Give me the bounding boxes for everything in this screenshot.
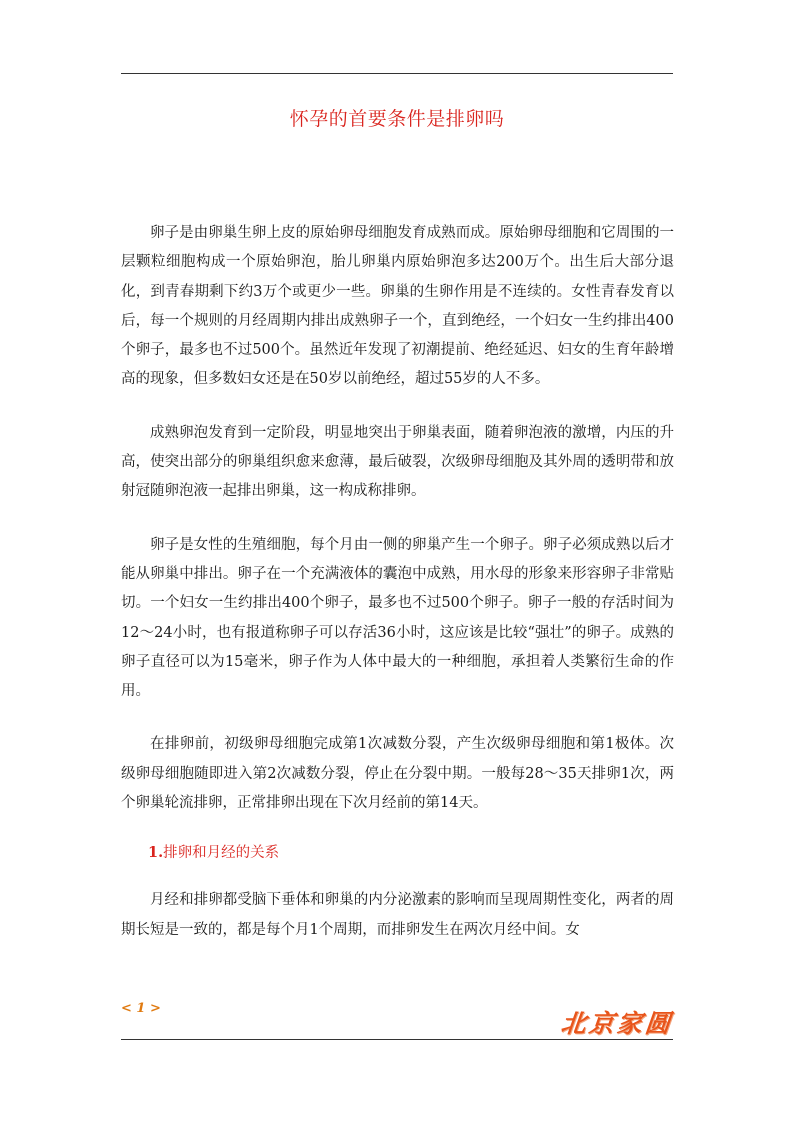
document-body bbox=[121, 219, 674, 944]
paragraph-5: 月经和排卵都受脑下垂体和卵巢的内分泌激素的影响而呈现周期性变化，两者的周期长短是一致的，都是每个月1个周期，而排卵发生在两次月经中间。女 bbox=[121, 892, 674, 938]
page-number: < 1 > bbox=[121, 1001, 161, 1016]
document-title: 怀孕的首要条件是排卵吗 bbox=[289, 108, 505, 130]
publisher-logo: 北京家圆 bbox=[559, 1009, 675, 1038]
paragraph-1: 卵子是由卵巢生卵上皮的原始卵母细胞发育成熟而成。原始卵母细胞和它周围的一层颗粒细胞构成一个原始卵泡，胎儿卵巢内原始卵泡多达200万个。出生后大部分退化，到青春期剩下约3万个或更少一些。卵巢的生卵作用是不连续的。女性青春发育以后，每一个规则的月经周期内排出成熟卵子一个，直到绝经，一个妇女一生约排出400个卵子，最多也不过500个。虽然近年发现了初潮提前、绝经延迟、妇女的生育年龄增高的现象，但多数妇女还是在50岁以前绝经，超过55岁的人不多。 bbox=[121, 225, 674, 388]
paragraph-3: 卵子是女性的生殖细胞，每个月由一侧的卵巢产生一个卵子。卵子必须成熟以后才能从卵巢中排出。卵子在一个充满液体的囊泡中成熟，用水母的形象来形容卵子非常贴切。一个妇女一生约排出400个卵子，最多也不过500个卵子。卵子一般的存活时间为12～24小时，也有报道称卵子可以存活36小时，这应该是比较“强壮”的卵子。成熟的卵子直径可以为15毫米，卵子作为人体中最大的一种细胞，承担着人类繁衍生命的作用。 bbox=[121, 536, 674, 700]
paragraph-4: 在排卵前，初级卵母细胞完成第1次减数分裂，产生次级卵母细胞和第1极体。次级卵母细胞随即进入第2次减数分裂，停止在分裂中期。一般每28～35天排卵1次，两个卵巢轮流排卵，正常排卵出现在下次月经前的第14天。 bbox=[121, 736, 674, 812]
section-number: 1. bbox=[148, 844, 164, 862]
header-rule bbox=[121, 73, 673, 74]
paragraph-2: 成熟卵泡发育到一定阶段，明显地突出于卵巢表面，随着卵泡液的激增，内压的升高，使突出部分的卵巢组织愈来愈薄，最后破裂，次级卵母细胞及其外周的透明带和放射冠随卵泡液一起排出卵巢，这一构成称排卵。 bbox=[121, 424, 674, 500]
footer-rule bbox=[121, 1039, 673, 1040]
section-title: 排卵和月经的关系 bbox=[163, 845, 280, 862]
section-heading bbox=[121, 838, 674, 868]
